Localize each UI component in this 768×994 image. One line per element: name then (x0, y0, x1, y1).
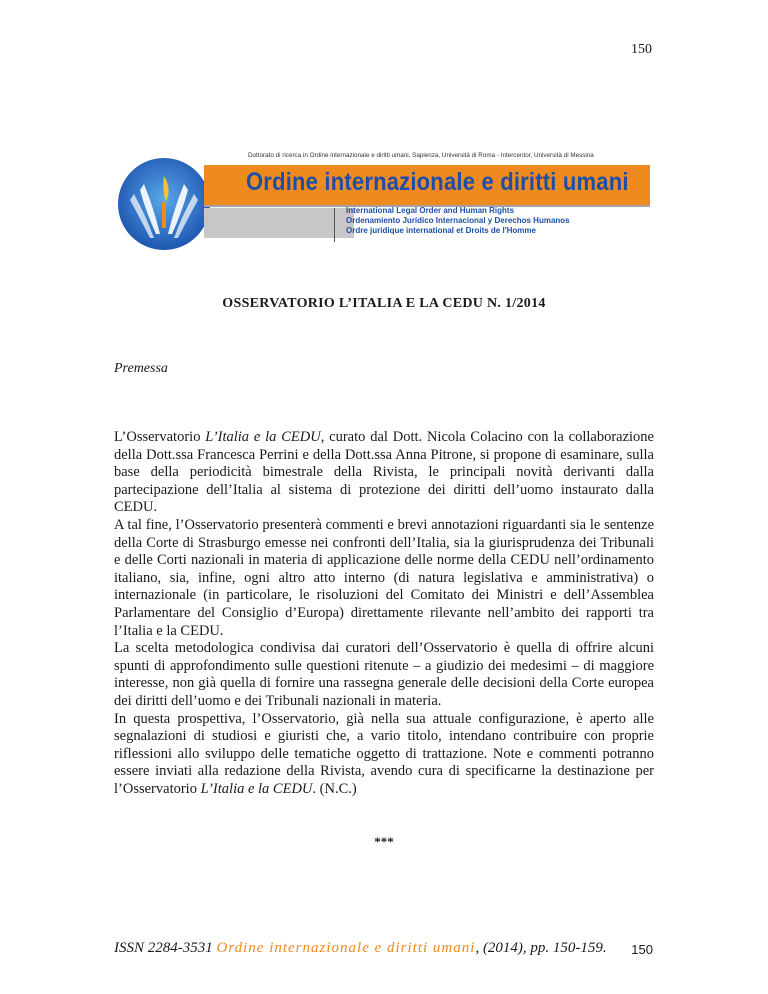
banner-subtitles (346, 206, 570, 236)
footer-pages: , (2014), pp. 150-159. (475, 940, 607, 956)
banner-subtitle-en: International Legal Order and Human Rights (346, 206, 515, 215)
banner-gray-block (204, 208, 354, 238)
page-number-top: 150 (631, 42, 652, 57)
observatory-name: L’Italia e la CEDU (205, 429, 321, 445)
banner-subtitle-fr: Ordre juridique international et Droits de l'Homme (346, 226, 536, 235)
footer-citation (114, 940, 607, 957)
section-heading: Premessa (114, 361, 168, 376)
page-number-bottom: 150 (631, 942, 653, 957)
journal-logo (114, 154, 214, 252)
paragraph-3: La scelta metodologica condivisa dai curatori dell’Osservatorio è quella di offrire alcuni spunti di approfondimento sulle questioni ritenute – a giudizio dei medesimi – di maggiore interesse, non già quella di fornire una rassegna generale delle decisioni della Corte europea dei diritti dell’uomo e dei Tribunali nazionali in materia. (114, 640, 654, 709)
journal-banner (114, 132, 654, 244)
section-separator: *** (374, 834, 394, 849)
document-title: OSSERVATORIO L’ITALIA E LA CEDU N. 1/2014 (222, 296, 546, 311)
banner-divider (334, 208, 335, 242)
banner-subtitle-es: Ordenamiento Jurídico Internacional y Derechos Humanos (346, 216, 570, 225)
observatory-name: L’Italia e la CEDU (200, 780, 313, 797)
banner-affiliation: Dottorato di ricerca in Ordine internazionale e diritti umani, Sapienza, Università di Roma - Intercentor, Università di Messina (248, 152, 594, 159)
paragraph-4: In questa prospettiva, l’Osservatorio, già nella sua attuale configurazione, è aperto alle segnalazioni di studiosi e giuristi che, a vario titolo, intendano contribuire con proprie riflessioni allo sviluppo delle tematiche oggetto di trattazione. Note e commenti potranno essere inviati alla redazione della Rivista, avendo cura di specificarne la destinazione per l’Osservatorio L’Italia e la CEDU. (N.C.) (114, 710, 654, 797)
footer-issn: ISSN 2284-3531 (114, 940, 217, 956)
banner-title: Ordine internazionale e diritti umani (246, 167, 629, 196)
paragraph-1: L’Osservatorio L’Italia e la CEDU, curato dal Dott. Nicola Colacino con la collaborazione della Dott.ssa Francesca Perrini e della Dott.ssa Anna Pitrone, si propone di esaminare, sulla base della periodicità bimestrale della Rivista, le principali novità derivanti dalla partecipazione dell’Italia al sistema di protezione dei diritti dell’uomo instaurato dalla CEDU. (114, 429, 654, 516)
footer-journal: Ordine internazionale e diritti umani (216, 940, 476, 956)
paragraph-2: A tal fine, l’Osservatorio presenterà commenti e brevi annotazioni riguardanti sia le sentenze della Corte di Strasburgo emesse nei confronti dell’Italia, sia la giurisprudenza dei Tribunali e delle Corti nazionali in materia di applicazione delle norme della CEDU nell’ordinamento italiano, sia, infine, ogni altro atto interno (di natura legislativa e amministrativa) o internazionale (in particolare, le risoluzioni del Comitato dei Ministri e dell’Assemblea Parlamentare del Consiglio d’Europa) direttamente rilevante nell’ambito dei rapporti tra l’Italia e la CEDU. (114, 516, 654, 639)
body-text (114, 429, 654, 798)
